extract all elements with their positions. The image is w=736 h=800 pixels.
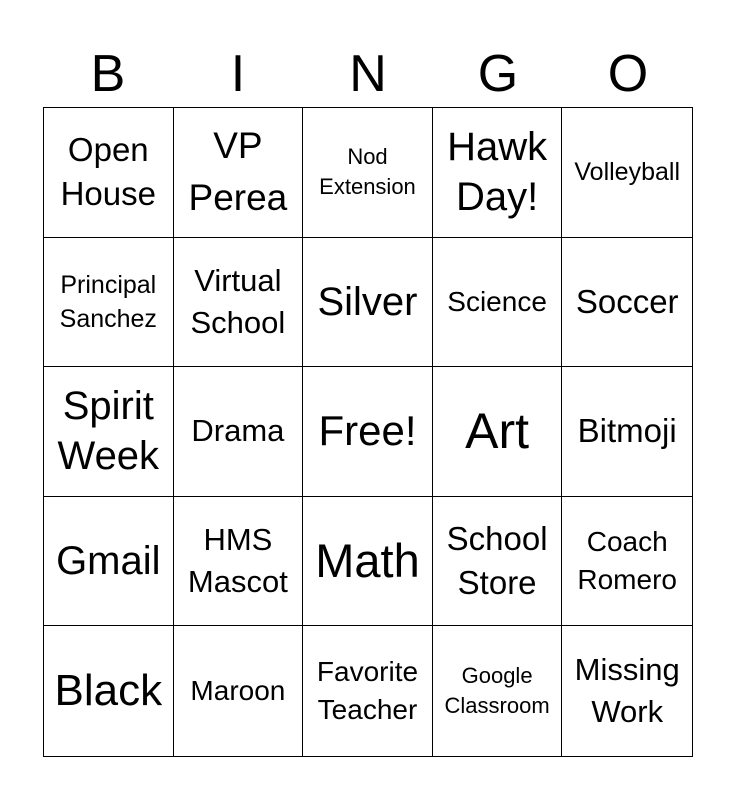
bingo-card-grid xyxy=(43,107,693,757)
cell-label: Principal Sanchez xyxy=(59,270,157,333)
cell-label: Volleyball xyxy=(574,158,681,187)
bingo-cell[interactable] xyxy=(44,626,174,756)
cell-label: Free! xyxy=(318,407,417,455)
bingo-cell[interactable] xyxy=(44,238,174,368)
bingo-cell[interactable] xyxy=(433,108,563,238)
bingo-cell[interactable] xyxy=(174,626,304,756)
bingo-cell[interactable] xyxy=(174,108,304,238)
cell-label: Hawk Day! xyxy=(447,125,548,220)
header-letter-g: G xyxy=(477,45,519,103)
cell-label: Art xyxy=(465,403,530,460)
bingo-cell[interactable] xyxy=(303,367,433,497)
bingo-cell[interactable] xyxy=(433,626,563,756)
header-letter-n: N xyxy=(349,45,387,103)
bingo-cell[interactable] xyxy=(433,367,563,497)
cell-label: Google Classroom xyxy=(444,663,550,719)
bingo-cell[interactable] xyxy=(562,626,692,756)
bingo-cell[interactable] xyxy=(174,497,304,627)
cell-label: Missing Work xyxy=(574,652,680,730)
cell-label: VP Perea xyxy=(188,125,288,219)
bingo-cell[interactable] xyxy=(174,367,304,497)
cell-label: HMS Mascot xyxy=(187,522,288,600)
bingo-cell[interactable] xyxy=(44,108,174,238)
cell-label: Drama xyxy=(191,413,285,449)
cell-label: Spirit Week xyxy=(57,384,160,479)
bingo-cell[interactable] xyxy=(562,497,692,627)
bingo-cell[interactable] xyxy=(433,238,563,368)
bingo-cell[interactable] xyxy=(562,108,692,238)
cell-label: Gmail xyxy=(56,539,161,584)
cell-label: Virtual School xyxy=(190,262,286,340)
header-letter-i: I xyxy=(230,45,246,103)
cell-label: Soccer xyxy=(575,282,679,320)
header-letter-o: O xyxy=(607,45,649,103)
cell-label: Science xyxy=(447,285,547,317)
cell-label: Nod Extension xyxy=(319,144,416,200)
cell-label: Math xyxy=(315,534,420,588)
cell-label: Open House xyxy=(60,131,156,213)
bingo-cell[interactable] xyxy=(174,238,304,368)
cell-label: Maroon xyxy=(190,675,286,707)
cell-label: Black xyxy=(54,666,163,716)
cell-label: Favorite Teacher xyxy=(316,656,419,726)
cell-label: Silver xyxy=(317,279,418,324)
cell-label: School Store xyxy=(446,520,548,602)
cell-label: Coach Romero xyxy=(577,526,677,596)
bingo-cell[interactable] xyxy=(303,108,433,238)
cell-label: Bitmoji xyxy=(577,412,677,450)
bingo-header xyxy=(43,40,693,108)
bingo-cell[interactable] xyxy=(433,497,563,627)
bingo-cell[interactable] xyxy=(562,367,692,497)
bingo-cell[interactable] xyxy=(303,497,433,627)
bingo-cell[interactable] xyxy=(44,367,174,497)
bingo-cell[interactable] xyxy=(44,497,174,627)
header-letter-b: B xyxy=(90,45,126,103)
bingo-cell[interactable] xyxy=(303,238,433,368)
bingo-cell[interactable] xyxy=(562,238,692,368)
bingo-cell[interactable] xyxy=(303,626,433,756)
